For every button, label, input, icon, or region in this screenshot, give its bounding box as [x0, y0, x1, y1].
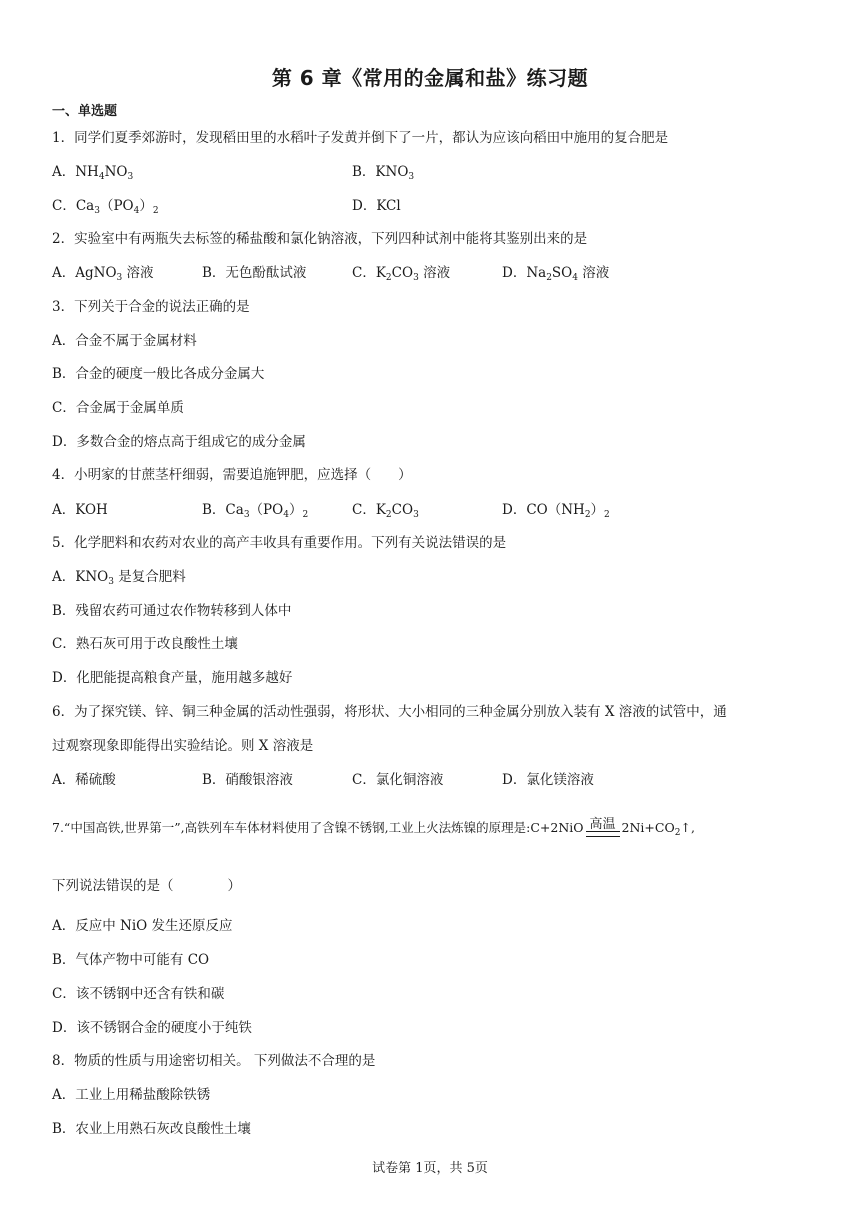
q2-option-a: A．AgNO$_3$ 溶液 [52, 265, 154, 283]
q5-option-d: D．化肥能提高粮食产量，施用越多越好 [52, 670, 293, 686]
q6-option-d: D．氯化镁溶液 [502, 772, 594, 788]
q7-equation: C+2NiO 高温 $2Ni+CO_2↑$ [530, 817, 691, 838]
q2-option-d: D．$Na_2SO_4$ 溶液 [502, 265, 610, 283]
q2-option-b: B．无色酚酞试液 [202, 265, 307, 281]
q7-option-a: A．反应中 NiO 发生还原反应 [52, 918, 233, 934]
q7-stem-tail: , [690, 820, 695, 835]
q1-option-a: A．$NH_4NO_3$ [52, 164, 134, 182]
q4-option-a: A．KOH [52, 502, 108, 518]
q4-option-b: B．$Ca_3(PO_4)_2$ [202, 502, 309, 520]
q4-option-c: C．$K_2CO_3$ [352, 502, 419, 520]
q6-stem-line1: 6．为了探究镁、锌、铜三种金属的活动性强弱，将形状、大小相同的三种金属分别放入装有 X 溶液的试管中，通 [52, 704, 727, 720]
q7-stem-lead: 7.“中国高铁,世界第一”,高铁列车车体材料使用了含镍不锈钢,工业上火法炼镍的原理是: [52, 820, 531, 835]
q3-option-d: D．多数合金的熔点高于组成它的成分金属 [52, 434, 306, 450]
page-footer: 试卷第 1页，共 5页 [372, 1161, 488, 1176]
q7-option-b: B．气体产物中可能有 CO [52, 952, 210, 968]
q8-option-b: B．农业上用熟石灰改良酸性土壤 [52, 1121, 251, 1137]
q3-option-c: C．合金属于金属单质 [52, 400, 184, 416]
q8-option-a: A．工业上用稀盐酸除铁锈 [52, 1087, 211, 1103]
q1-option-d: D．KCl [352, 198, 401, 214]
q7-option-c: C．该不锈钢中还含有铁和碳 [52, 986, 225, 1002]
q6-option-c: C．氯化铜溶液 [352, 772, 444, 788]
q7-option-d: D．该不锈钢合金的硬度小于纯铁 [52, 1020, 252, 1036]
q1-option-b: B．$KNO_3$ [352, 164, 415, 182]
q4-stem: 4．小明家的甘蔗茎杆细弱，需要追施钾肥，应选择（ ） [52, 467, 412, 483]
q5-option-b: B．残留农药可通过农作物转移到人体中 [52, 603, 292, 619]
q5-option-a: A．$KNO_3$ 是复合肥料 [52, 569, 186, 587]
q6-option-a: A．稀硫酸 [52, 772, 116, 788]
q7-stem-line2: 下列说法错误的是（ ） [52, 878, 241, 894]
q5-stem: 5．化学肥料和农药对农业的高产丰收具有重要作用。下列有关说法错误的是 [52, 535, 507, 551]
q8-stem: 8．物质的性质与用途密切相关。 下列做法不合理的是 [52, 1053, 376, 1069]
q5-option-c: C．熟石灰可用于改良酸性土壤 [52, 636, 238, 652]
section-heading: 一、单选题 [52, 104, 118, 119]
q1-stem: 1．同学们夏季郊游时，发现稻田里的水稻叶子发黄并倒下了一片，都认为应该向稻田中施用的复合肥是 [52, 130, 669, 146]
q6-option-b: B．硝酸银溶液 [202, 772, 293, 788]
q2-option-c: C．$K_2CO_3$ 溶液 [352, 265, 451, 283]
q4-option-d: D．$CO(NH_2)_2$ [502, 502, 610, 520]
q7-stem-line1 [52, 818, 695, 843]
q3-stem: 3．下列关于合金的说法正确的是 [52, 299, 250, 315]
q2-stem: 2．实验室中有两瓶失去标签的稀盐酸和氯化钠溶液，下列四种试剂中能将其鉴别出来的是 [52, 231, 588, 247]
q6-stem-line2: 过观察现象即能得出实验结论。则 X 溶液是 [52, 738, 314, 754]
page-title: 第 6 章《常用的金属和盐》练习题 [271, 66, 589, 90]
q3-option-a: A．合金不属于金属材料 [52, 333, 197, 349]
q1-option-c: C．$Ca_3(PO_4)_2$ [52, 198, 159, 216]
q3-option-b: B．合金的硬度一般比各成分金属大 [52, 366, 265, 382]
